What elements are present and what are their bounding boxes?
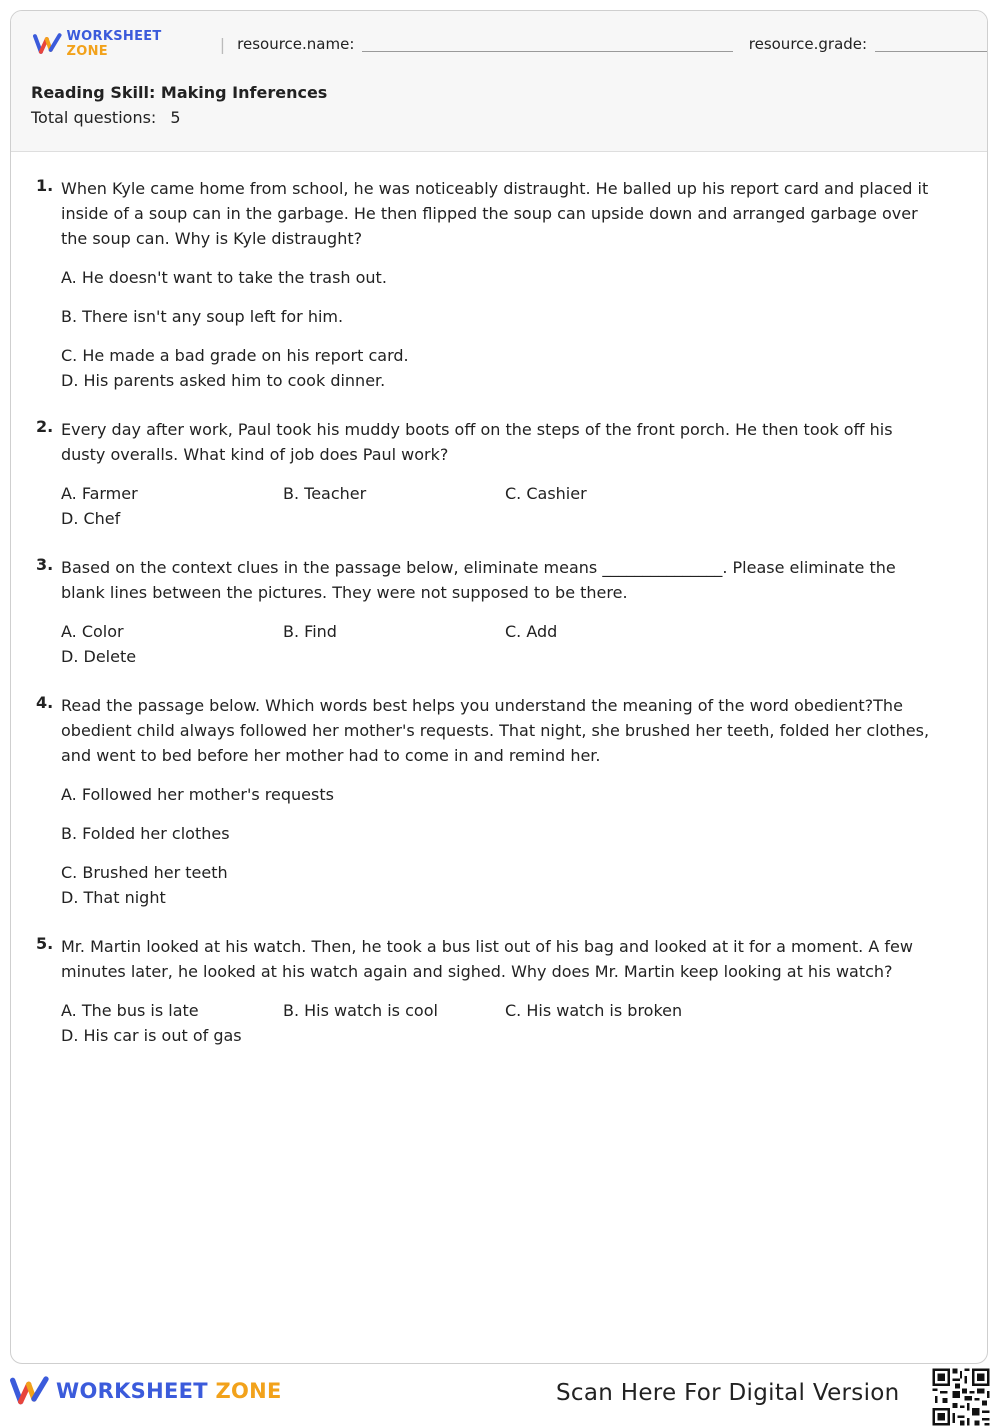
question-4 <box>11 693 988 910</box>
question-text: Every day after work, Paul took his muddy boots off on the steps of the front porch. He then took off his dusty overalls. What kind of job does Paul work? <box>61 420 893 464</box>
option-b[interactable]: B. There isn't any soup left for him. <box>61 307 344 326</box>
answer-options <box>61 481 941 531</box>
header-divider: | <box>219 34 226 54</box>
resource-grade-field[interactable] <box>875 37 988 52</box>
option-a[interactable]: A. He doesn't want to take the trash out. <box>61 268 387 287</box>
question-2 <box>11 417 988 531</box>
question-text: Read the passage below. Which words best helps you understand the meaning of the word obedient?The obedient child always followed her mother's requests. That night, she brushed her teeth, folded her clothes, and went to bed before her mother had to come in and remind her. <box>61 696 930 765</box>
resource-grade-label: resource.grade: <box>748 35 868 53</box>
worksheet-footer <box>0 1366 1000 1414</box>
scan-here-text: Scan Here For Digital Version <box>556 1380 900 1406</box>
question-number: 5. <box>36 934 54 953</box>
worksheet-zone-logo-icon <box>10 1376 50 1406</box>
total-questions-label: Total questions: <box>31 108 157 127</box>
answer-options <box>61 619 941 669</box>
option-c[interactable]: C. His watch is broken <box>505 1001 683 1020</box>
brand-secondary: ZONE <box>66 44 108 59</box>
worksheet-header <box>11 11 987 152</box>
option-d[interactable]: D. Delete <box>61 647 137 666</box>
question-1 <box>11 176 988 393</box>
worksheet-title: Reading Skill: Making Inferences <box>31 83 328 102</box>
option-d[interactable]: D. His parents asked him to cook dinner. <box>61 371 386 390</box>
option-d[interactable]: D. That night <box>61 888 166 907</box>
option-d[interactable]: D. Chef <box>61 509 121 528</box>
option-d[interactable]: D. His car is out of gas <box>61 1026 242 1045</box>
option-c[interactable]: C. Cashier <box>505 484 587 503</box>
option-c[interactable]: C. Brushed her teeth <box>61 863 228 882</box>
question-text: Mr. Martin looked at his watch. Then, he took a bus list out of his bag and looked at it for a moment. A few minutes later, he looked at his watch again and sighed. Why does Mr. Martin keep looking at his watch? <box>61 937 913 981</box>
option-a[interactable]: A. The bus is late <box>61 1001 199 1020</box>
option-b[interactable]: B. Teacher <box>283 484 367 503</box>
option-b[interactable]: B. Folded her clothes <box>61 824 230 843</box>
total-questions-value: 5 <box>170 108 181 127</box>
question-3 <box>11 555 988 669</box>
answer-options <box>61 782 941 910</box>
resource-name-label: resource.name: <box>237 35 355 53</box>
question-list <box>11 176 988 1072</box>
footer-logo <box>10 1376 282 1406</box>
resource-name-field[interactable] <box>362 37 732 52</box>
option-a[interactable]: A. Followed her mother's requests <box>61 785 334 804</box>
question-number: 1. <box>36 176 54 195</box>
option-c[interactable]: C. Add <box>505 622 558 641</box>
option-a[interactable]: A. Color <box>61 622 124 641</box>
worksheet-sheet <box>10 10 988 1364</box>
question-number: 2. <box>36 417 54 436</box>
question-text: When Kyle came home from school, he was noticeably distraught. He balled up his report card and placed it inside of a soup can in the garbage. He then flipped the soup can upside down and arranged garbage over the soup can. Why is Kyle distraught? <box>61 179 929 248</box>
total-questions <box>31 108 181 127</box>
brand-primary: WORKSHEET <box>66 29 162 44</box>
question-number: 4. <box>36 693 54 712</box>
qr-code-icon[interactable] <box>930 1366 992 1428</box>
option-a[interactable]: A. Farmer <box>61 484 138 503</box>
footer-brand-name <box>56 1379 282 1403</box>
brand-primary: WORKSHEET <box>56 1379 208 1403</box>
worksheet-zone-logo-icon <box>33 33 63 55</box>
option-b[interactable]: B. Find <box>283 622 337 641</box>
answer-options <box>61 998 941 1048</box>
question-text: Based on the context clues in the passage below, eliminate means _______________. Please eliminate the blank lines between the pictures. They were not supposed to be there. <box>61 558 896 602</box>
option-b[interactable]: B. His watch is cool <box>283 1001 438 1020</box>
brand-secondary: ZONE <box>215 1379 282 1403</box>
question-5 <box>11 934 988 1048</box>
answer-options <box>61 265 941 393</box>
question-number: 3. <box>36 555 54 574</box>
brand-name <box>67 29 206 59</box>
header-row <box>33 29 988 59</box>
option-c[interactable]: C. He made a bad grade on his report card. <box>61 346 409 365</box>
